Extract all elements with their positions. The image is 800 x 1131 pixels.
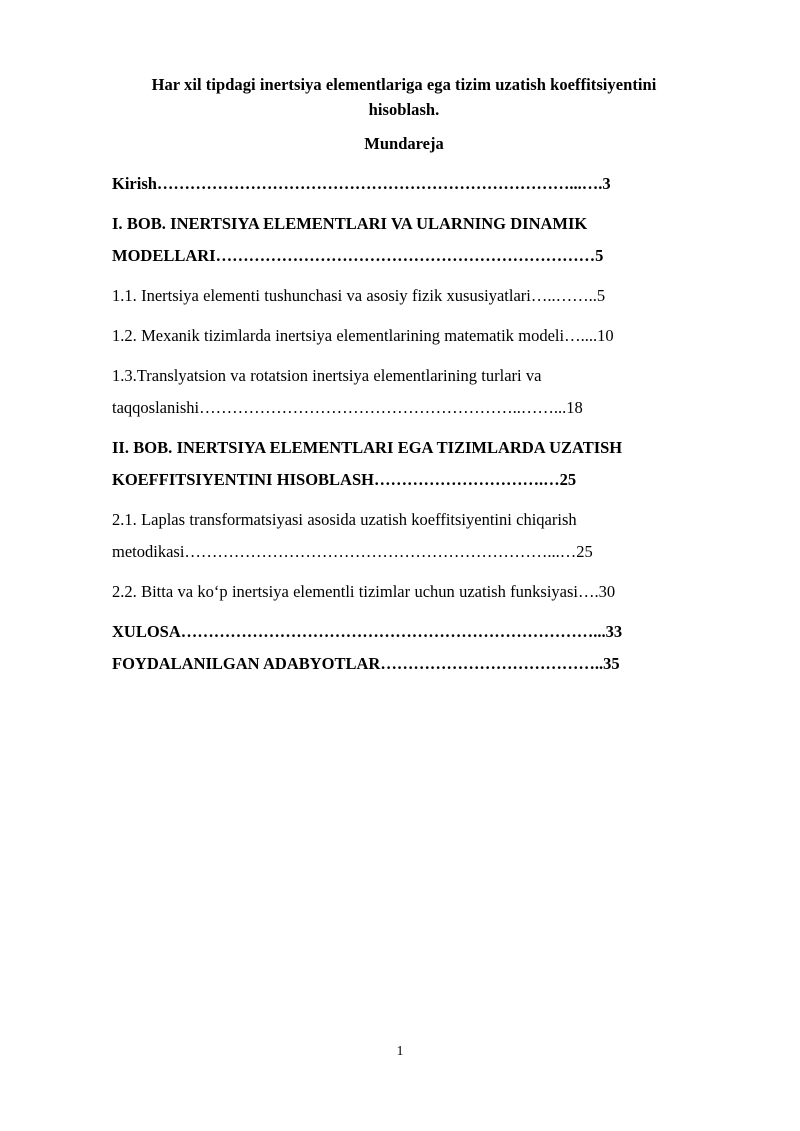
toc-entry: MODELLARI……………………………………………………………5 xyxy=(112,246,604,265)
document-body xyxy=(112,72,696,680)
toc-entry: KOEFFITSIYENTINI HISOBLASH………………………….…25 xyxy=(112,470,577,489)
toc-entry: I. BOB. INERTSIYA ELEMENTLARI VA ULARNING DINAMIK xyxy=(112,214,588,233)
toc-entry: 1.3.Translyatsion va rotatsion inertsiya elementlarining turlari va xyxy=(112,366,542,385)
toc-entry: taqqoslanishi…………………………………………………..……...18 xyxy=(112,398,583,417)
toc-entry: Kirish…………………………………………………………………...….3 xyxy=(112,174,611,193)
document-title xyxy=(112,72,696,122)
toc-entry: 1.1. Inertsiya elementi tushunchasi va asosiy fizik xususiyatlari…..……..5 xyxy=(112,286,606,305)
toc-entry: metodikasi…………………………………………………………...…25 xyxy=(112,542,593,561)
toc-entry: XULOSA…………………………………………………………………...33 xyxy=(112,622,623,641)
toc-entry: II. BOB. INERTSIYA ELEMENTLARI EGA TIZIMLARDA UZATISH xyxy=(112,438,623,457)
toc-entry: 2.2. Bitta va koʻp inertsiya elementli tizimlar uchun uzatish funksiyasi….30 xyxy=(112,582,616,601)
table-of-contents-heading: Mundareja xyxy=(364,134,444,153)
toc-entry: 1.2. Mexanik tizimlarda inertsiya elementlarining matematik modeli…....10 xyxy=(112,326,614,345)
toc-entry: 2.1. Laplas transformatsiyasi asosida uzatish koeffitsiyentini chiqarish xyxy=(112,510,577,529)
document-title-line-2: hisoblash. xyxy=(368,100,440,119)
table-of-contents-list xyxy=(112,168,696,680)
toc-entry: FOYDALANILGAN ADABYOTLAR…………………………………..35 xyxy=(112,654,620,673)
page-number: 1 xyxy=(396,1043,404,1058)
document-title-line-1: Har xil tipdagi inertsiya elementlariga ega tizim uzatish koeffitsiyentini xyxy=(151,75,657,94)
